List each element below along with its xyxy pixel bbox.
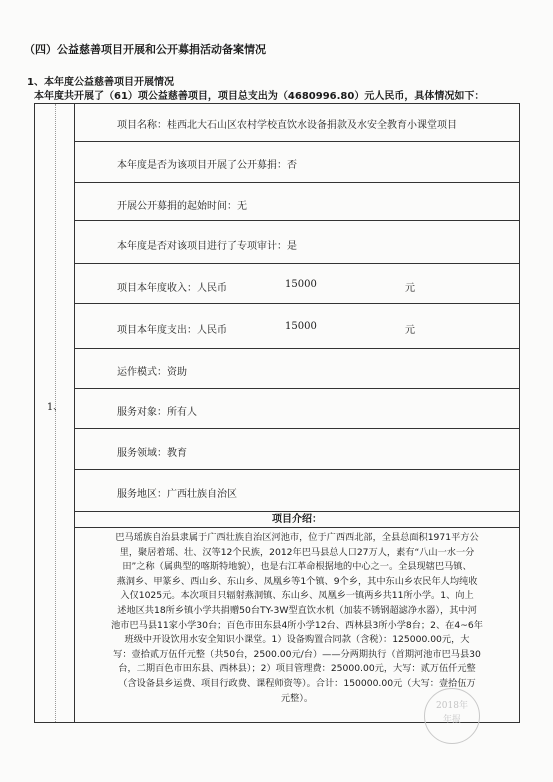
service-target: 服务对象：所有人: [117, 407, 197, 418]
row-service-area: [75, 470, 519, 512]
intro-title: 项目介绍：: [75, 512, 519, 528]
intro-line: 燕洞乡、甲篆乡、西山乡、东山乡、凤凰乡等1个镇、9个乡，其中东山乡农民年人均纯收: [116, 575, 478, 587]
row-income: [75, 264, 519, 304]
stamp-label: 年报: [442, 715, 461, 725]
expense-unit: 元: [405, 325, 415, 336]
operation-mode: 运作模式：资助: [117, 367, 187, 378]
row-service-field: [75, 429, 519, 470]
row-public-fundraising: [75, 142, 519, 183]
intro-line: 写：壹拾贰万伍仟元整（共50台，2500.00元/台）——分两期执行（首期河池市巴马县30: [113, 648, 481, 660]
public-fundraising: 本年度是否为该项目开展了公开募捐：否: [117, 160, 297, 171]
expense-label: 项目本年度支出：人民币: [117, 325, 227, 336]
intro-line: 台，二期百色市田东县、西林县）；2）项目管理费：25000.00元，大写：贰万伍仟元整: [118, 663, 476, 675]
item-number: 1、: [46, 402, 64, 413]
project-name: 项目名称：桂西北大石山区农村学校直饮水设备捐款及水安全教育小课堂项目: [117, 120, 457, 131]
intro-line: 元整）。: [280, 692, 314, 704]
annual-report-stamp: [424, 688, 480, 744]
intro-line: 入仅1025元。本次项目只辐射燕洞镇、东山乡、凤凰乡一镇两乡共11所小学。1、向上: [120, 590, 474, 602]
income-unit: 元: [405, 283, 415, 294]
intro-line: 班级中开设饮用水安全知识小课堂。1）设备购置合同款（含税）：125000.00元，大: [124, 634, 470, 646]
intro-line: （含设备县乡运费、项目行政费、课程师资等）。合计：150000.00元（大写：壹拾伍万: [118, 677, 476, 689]
project-table: [34, 103, 520, 723]
row-service-target: [75, 389, 519, 429]
service-field: 服务领域：教育: [117, 448, 187, 459]
intro-line: 述地区共18所乡镇小学共捐赠50台TY-3W型直饮水机（加装不锈钢超滤净水器），其中河: [117, 604, 477, 616]
sub-title: 1、本年度公益慈善项目开展情况: [27, 77, 174, 88]
row-special-audit: [75, 221, 519, 264]
income-value: 15000: [285, 279, 317, 290]
project-details: [75, 104, 519, 722]
expense-value: 15000: [285, 321, 317, 332]
special-audit: 本年度是否对该项目进行了专项审计：是: [117, 241, 297, 252]
row-expense: [75, 304, 519, 349]
intro-line: 田”之称（属典型的喀斯特地貌），也是右江革命根据地的中心之一。全县现辖巴马镇、: [122, 561, 472, 573]
intro-line: 里，聚居着瑶、壮、汉等12个民族，2012年巴马县总人口27万人，素有“八山一水一分: [119, 546, 475, 558]
item-number-column: [35, 104, 75, 722]
income-label: 项目本年度收入：人民币: [117, 283, 227, 294]
section-title: （四）公益慈善项目开展和公开募捐活动备案情况: [24, 43, 266, 56]
intro-line: 池市巴马县11家小学30台；百色市田东县4所小学12台、西林县3所小学8台；2、在4~6年: [111, 619, 483, 631]
row-project-name: [75, 104, 519, 142]
row-fundraising-start: [75, 183, 519, 221]
fundraising-start: 开展公开募捐的起始时间：无: [117, 201, 247, 212]
summary-text: 本年度共开展了（61）项公益慈善项目，项目总支出为（4680996.80）元人民币，具体情况如下：: [34, 91, 485, 102]
stamp-year: 2018年: [436, 701, 468, 711]
row-operation-mode: [75, 349, 519, 389]
service-area: 服务地区：广西壮族自治区: [117, 489, 237, 500]
dotted-divider: [55, 104, 56, 722]
intro-line: 巴马瑶族自治县隶属于广西壮族自治区河池市，位于广西西北部，全县总面积1971平方公: [115, 532, 479, 543]
